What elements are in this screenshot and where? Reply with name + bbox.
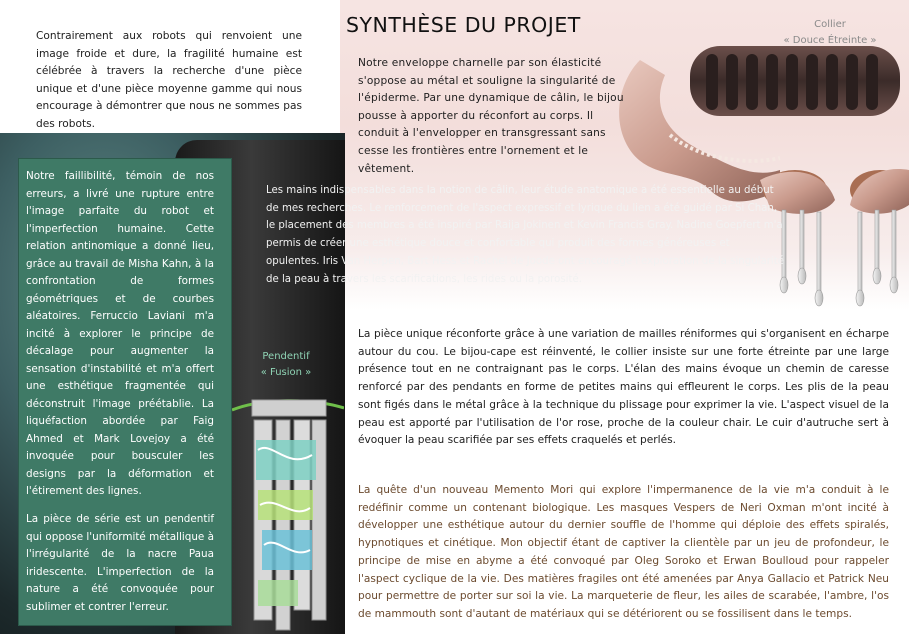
- pendentif-fusion-image: [232, 380, 344, 634]
- pendentif-caption: [246, 349, 326, 381]
- pendentif-caption-line1: Pendentif: [262, 351, 310, 362]
- paragraph-memento-mori: La quête d'un nouveau Memento Mori qui explore l'impermanence de la vie m'a conduit à le redéfinir comme un contenant biologique. Les masques Vespers de Neri Oxman m'ont incité à développer une esthétique autour du dernier souffle de l'homme qui déploie des effets spiralés, hypnotiques et cinétique. Mon objectif étant de captiver la clientèle par un jeu de profondeur, le principe de mise en abyme a été convoqué par Oleg Soroko et Erwan Boulloud pour rappeler l'aspect cyclique de la vie. Des matières fragiles ont été amenées par Anya Gallacio et Patrick Neu pour permettre de porter sur soi la vie. La marqueterie de fleur, les ailes de scarabée, l'ambre, l'os de mammouth sont d'autant de matériaux qui se détériorent ou se fossilisent dans le temps.: [358, 484, 889, 620]
- paragraph-piece-unique: La pièce unique réconforte grâce à une variation de mailles réniformes qui s'organisent en écharpe autour du cou. Le bijou-cape est réinventé, le collier insiste sur une forte étreinte par une large présence tout en ne contraignant pas le corps. L'élan des mains évoque un chemin de caresse renforcé par des pendants en forme de petites mains qui effleurent le corps. Les plis de la peau sont figés dans le métal grâce à la technique du plissage pour exprimer la vie. L'aspect visuel de la peau est apporté par l'utilisation de l'or rose, proche de la couleur chair. Le cuir d'autruche sert à évoquer la peau scarifiée par ses effets craquelés et perlés.: [358, 328, 889, 447]
- pendentif-caption-line2: « Fusion »: [260, 367, 312, 378]
- paragraph-faillibilite: Notre faillibilité, témoin de nos erreurs, a livré une rupture entre l'image parfaite du robot et l'imperfection humaine. Cette relation antinomique a donné lieu, grâce au travail de Misha Kahn, à la confrontation de formes géométriques et de courbes aléatoires. Ferruccio Laviani m'a incité à explorer le principe de décalage pour augmenter la sensation d'instabilité et m'a offert une esthétique fragmentée qui déconstruit l'image préétablie. La liquéfaction abordée par Faig Ahmed et Mark Lovejoy a été invoquée pour bousculer les designs par la déformation et l'étirement des lignes.: [26, 170, 214, 497]
- paragraph-mains: Les mains indispensables dans la notion de câlin, leur étude anatomique a été essentielle au début de mes recherches. Le renforcement de l'aspect expressif et lyrique du lien a été guidé par Si Chan, le placement des membres a été inspiré par Raija Jokinen et Kevin Francis Gray. Nadine Goepfert m'a permis de créer une esthétique douce et confortable qui produit des formes généreuses et opulentes. Iris Van Herpen, Bart Hess et Rachel de Joode ont encouragé l'exploration de la singularité de la peau à travers les scarifications, les rides ou la porosité.: [266, 185, 785, 285]
- intro-paragraph: Contrairement aux robots qui renvoient une image froide et dure, la fragilité humaine est célébrée à travers la recherche d'une pièce unique et d'une pièce moyenne gamme qui nous encourage à démontrer que nous ne sommes pas des robots.: [36, 30, 302, 130]
- page-title: SYNTHÈSE DU PROJET: [346, 13, 581, 37]
- paragraph-enveloppe: Notre enveloppe charnelle par son élasticité s'oppose au métal et souligne la singularité de l'épiderme. Par une dynamique de câlin, le bijou pousse à apporter du réconfort au corps. Il conduit à l'envelopper en transgressant sans cesse les frontières entre l'ornement et le vêtement.: [358, 57, 624, 175]
- necklace-links: [690, 46, 900, 116]
- collier-caption: [780, 17, 880, 49]
- collier-caption-line2: « Douce Étreinte »: [783, 35, 877, 46]
- paragraph-piece-de-serie: La pièce de série est un pendentif qui oppose l'uniformité métallique à l'irrégularité de la nacre Paua iridescente. L'imperfection de la nature a été convoquée pour sublimer et contrer l'erreur.: [26, 513, 214, 613]
- collier-caption-line1: Collier: [814, 19, 846, 30]
